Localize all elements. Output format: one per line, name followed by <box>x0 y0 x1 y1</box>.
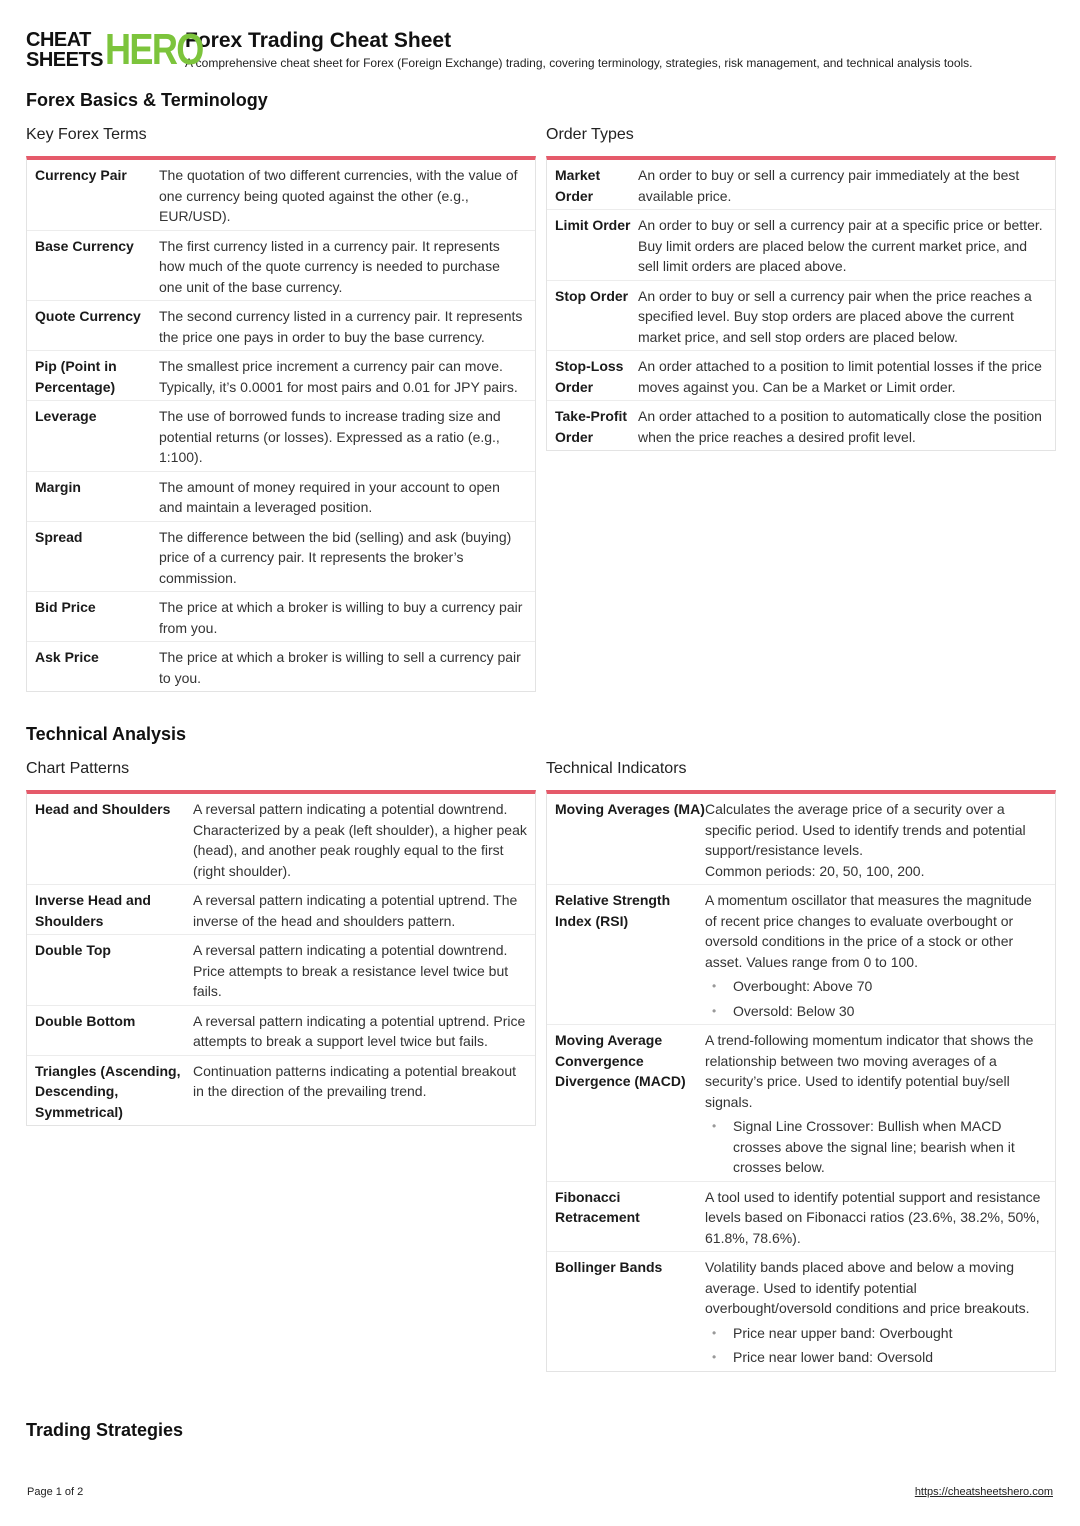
term-label: Bid Price <box>35 599 96 615</box>
card-title-order-types: Order Types <box>546 126 634 143</box>
term-label: Bollinger Bands <box>555 1259 663 1275</box>
description-text: The smallest price increment a currency pair can move. Typically, it’s 0.0001 for most pairs and 0.01 for JPY pairs. <box>159 358 518 395</box>
term-label: Double Top <box>35 942 111 958</box>
term-description <box>705 1187 1047 1249</box>
term-label: Relative Strength Index (RSI) <box>555 892 671 929</box>
term-description <box>638 215 1047 277</box>
description-text: An order to buy or sell a currency pair when the price reaches a specified level. Buy stop orders are placed above the current market price, and sell stop orders are placed below. <box>638 287 1032 345</box>
table-row <box>547 351 1055 401</box>
description-text: Continuation patterns indicating a potential breakout in the direction of the prevailing trend. <box>193 1062 516 1099</box>
term-description <box>638 165 1047 206</box>
term-description <box>638 286 1047 348</box>
table-row <box>27 472 535 522</box>
section-title-strategies: Trading Strategies <box>26 1420 184 1440</box>
bullet-item: • Price near upper band: Overbought <box>705 1323 1047 1344</box>
term-label: Pip (Point in Percentage) <box>35 358 117 395</box>
term-label: Inverse Head and Shoulders <box>35 892 151 929</box>
description-text: The second currency listed in a currency pair. It represents the price one pays in order to buy the base currency. <box>159 308 523 345</box>
page-title: Forex Trading Cheat Sheet <box>185 29 452 52</box>
bullet-item: • Price near lower band: Oversold <box>705 1347 1047 1368</box>
term-label: Fibonacci Retracement <box>555 1188 640 1225</box>
chart-patterns-card <box>26 790 536 1126</box>
description-text: An order attached to a position to limit potential losses if the price moves against you. Can be a Market or Limit order. <box>638 358 1042 395</box>
page-subtitle: A comprehensive cheat sheet for Forex (Foreign Exchange) trading, covering terminology, strategies, risk management, and technical analysis tools. <box>185 56 973 70</box>
term-description <box>193 940 527 1002</box>
description-text: Volatility bands placed above and below a moving average. Used to identify potential overbought/oversold conditions and price breakouts. <box>705 1259 1030 1316</box>
description-text: A reversal pattern indicating a potential downtrend. Price attempts to break a resistance level twice but fails. <box>193 942 509 999</box>
term-description <box>705 1257 1047 1368</box>
bullet-item: • Oversold: Below 30 <box>705 1001 1047 1022</box>
term-description <box>193 1061 527 1123</box>
term-description <box>705 890 1047 1021</box>
logo-line2: SHEETS <box>26 49 104 71</box>
term-description <box>159 647 527 688</box>
term-label: Double Bottom <box>35 1012 136 1029</box>
table-row <box>547 885 1055 1025</box>
table-row <box>27 885 535 935</box>
table-row <box>27 794 535 885</box>
bullet-list <box>705 1116 1047 1178</box>
table-row <box>27 401 535 472</box>
page-header <box>26 25 973 74</box>
description-text: An order to buy or sell a currency pair immediately at the best available price. <box>638 167 1020 204</box>
table-row <box>27 231 535 302</box>
table-row <box>27 642 535 691</box>
logo-line1: CHEAT <box>26 29 91 51</box>
description-text: An order attached to a position to automatically close the position when the price reaches a desired profit level. <box>638 408 1042 445</box>
term-label: Head and Shoulders <box>35 801 171 817</box>
table-row <box>27 592 535 642</box>
term-description <box>159 406 527 468</box>
term-description <box>159 236 527 298</box>
logo-hero: HERO <box>105 25 203 74</box>
table-row <box>27 301 535 351</box>
table-row <box>27 935 535 1006</box>
term-label: Base Currency <box>35 237 134 254</box>
term-label: Quote Currency <box>35 308 141 324</box>
cheatsheetshero-logo[interactable] <box>26 25 203 74</box>
table-row <box>27 160 535 231</box>
term-label: Market Order <box>555 167 601 204</box>
page-number: Page 1 of 2 <box>27 1486 84 1498</box>
description-text: The quotation of two different currencies, with the value of one currency being quoted against the other (e.g., EUR/USD). <box>159 167 518 224</box>
bullet-list <box>705 976 1047 1021</box>
description-text: The price at which a broker is willing to buy a currency pair from you. <box>159 599 523 636</box>
term-description <box>159 165 527 227</box>
description-text: A reversal pattern indicating a potential downtrend. Characterized by a peak (left shoulder), a higher peak (head), and another peak roughly equal to the first (right shoulder). <box>193 801 527 879</box>
card-title-chart-patterns: Chart Patterns <box>26 760 130 777</box>
table-row <box>27 351 535 401</box>
term-label: Spread <box>35 528 83 545</box>
term-label: Limit Order <box>555 217 631 233</box>
term-label: Moving Average Convergence Divergence (MACD) <box>555 1032 686 1089</box>
card-title-key-terms: Key Forex Terms <box>26 126 147 143</box>
description-text: The first currency listed in a currency pair. It represents how much of the quote currency is needed to purchase one unit of the base currency. <box>159 237 500 295</box>
term-description <box>159 597 527 638</box>
indicators-card <box>546 790 1056 1372</box>
description-text: A tool used to identify potential support and resistance levels based on Fibonacci ratios (23.6%, 38.2%, 50%, 61.8%, 78.6%). <box>705 1188 1041 1246</box>
description-text: Calculates the average price of a security over a specific period. Used to identify trends and potential support/resistance levels. <box>705 801 1026 858</box>
section-title-basics: Forex Basics & Terminology <box>26 90 268 110</box>
bullet-item: • Overbought: Above 70 <box>705 976 1047 997</box>
term-label: Ask Price <box>35 649 99 665</box>
term-description <box>159 306 527 347</box>
term-description <box>638 356 1047 397</box>
term-label: Currency Pair <box>35 167 127 183</box>
term-description <box>193 1011 527 1052</box>
table-row <box>547 1025 1055 1182</box>
description-extra: Common periods: 20, 50, 100, 200. <box>705 862 925 879</box>
term-description <box>193 890 527 931</box>
table-row <box>27 1006 535 1056</box>
card-title-indicators: Technical Indicators <box>546 760 687 777</box>
term-description <box>705 1030 1047 1178</box>
description-text: A trend-following momentum indicator that shows the relationship between two moving averages of a security’s price. Used to identify potential buy/sell signals. <box>705 1032 1034 1110</box>
term-label: Stop-Loss Order <box>555 358 624 395</box>
table-row <box>547 794 1055 885</box>
term-label: Triangles (Ascending, Descending, Symmetrical) <box>35 1062 181 1120</box>
term-description <box>159 356 527 397</box>
term-description <box>705 799 1047 881</box>
term-label: Take-Profit Order <box>555 408 628 445</box>
table-row <box>547 210 1055 281</box>
table-row <box>547 1252 1055 1371</box>
description-text: The difference between the bid (selling) and ask (buying) price of a currency pair. It represents the broker’s commission. <box>159 528 512 586</box>
term-description <box>159 527 527 589</box>
description-text: A reversal pattern indicating a potential uptrend. Price attempts to break a support level twice but fails. <box>193 1012 526 1049</box>
table-row <box>27 1056 535 1126</box>
term-label: Stop Order <box>555 287 629 304</box>
term-label: Margin <box>35 478 81 495</box>
description-text: The amount of money required in your account to open and maintain a leveraged position. <box>159 478 500 515</box>
table-row <box>547 1182 1055 1253</box>
table-row <box>547 401 1055 450</box>
key-terms-card <box>26 156 536 692</box>
bullet-item: • Signal Line Crossover: Bullish when MACD crosses above the signal line; bearish when it crosses below. <box>705 1116 1047 1178</box>
description-text: A momentum oscillator that measures the magnitude of recent price changes to evaluate overbought or oversold conditions in the price of a stock or other asset. Values range from 0 to 100. <box>705 892 1032 970</box>
term-description <box>638 406 1047 447</box>
table-row <box>547 160 1055 210</box>
term-description <box>159 477 527 518</box>
term-description <box>193 799 527 881</box>
term-label: Leverage <box>35 408 97 424</box>
section-title-technical: Technical Analysis <box>26 724 187 744</box>
table-row <box>27 522 535 593</box>
description-text: A reversal pattern indicating a potential uptrend. The inverse of the head and shoulders pattern. <box>193 892 518 929</box>
description-text: An order to buy or sell a currency pair at a specific price or better. Buy limit orders are placed below the current market price, and sell limit orders are placed above. <box>638 217 1043 274</box>
description-text: The price at which a broker is willing to sell a currency pair to you. <box>159 649 521 686</box>
description-text: The use of borrowed funds to increase trading size and potential returns (or losses). Expressed as a ratio (e.g., 1:100). <box>159 408 501 465</box>
order-types-card <box>546 156 1056 451</box>
term-label: Moving Averages (MA) <box>555 801 705 817</box>
site-link[interactable]: https://cheatsheetshero.com <box>914 1486 1053 1498</box>
table-row <box>547 281 1055 352</box>
bullet-list <box>705 1323 1047 1368</box>
